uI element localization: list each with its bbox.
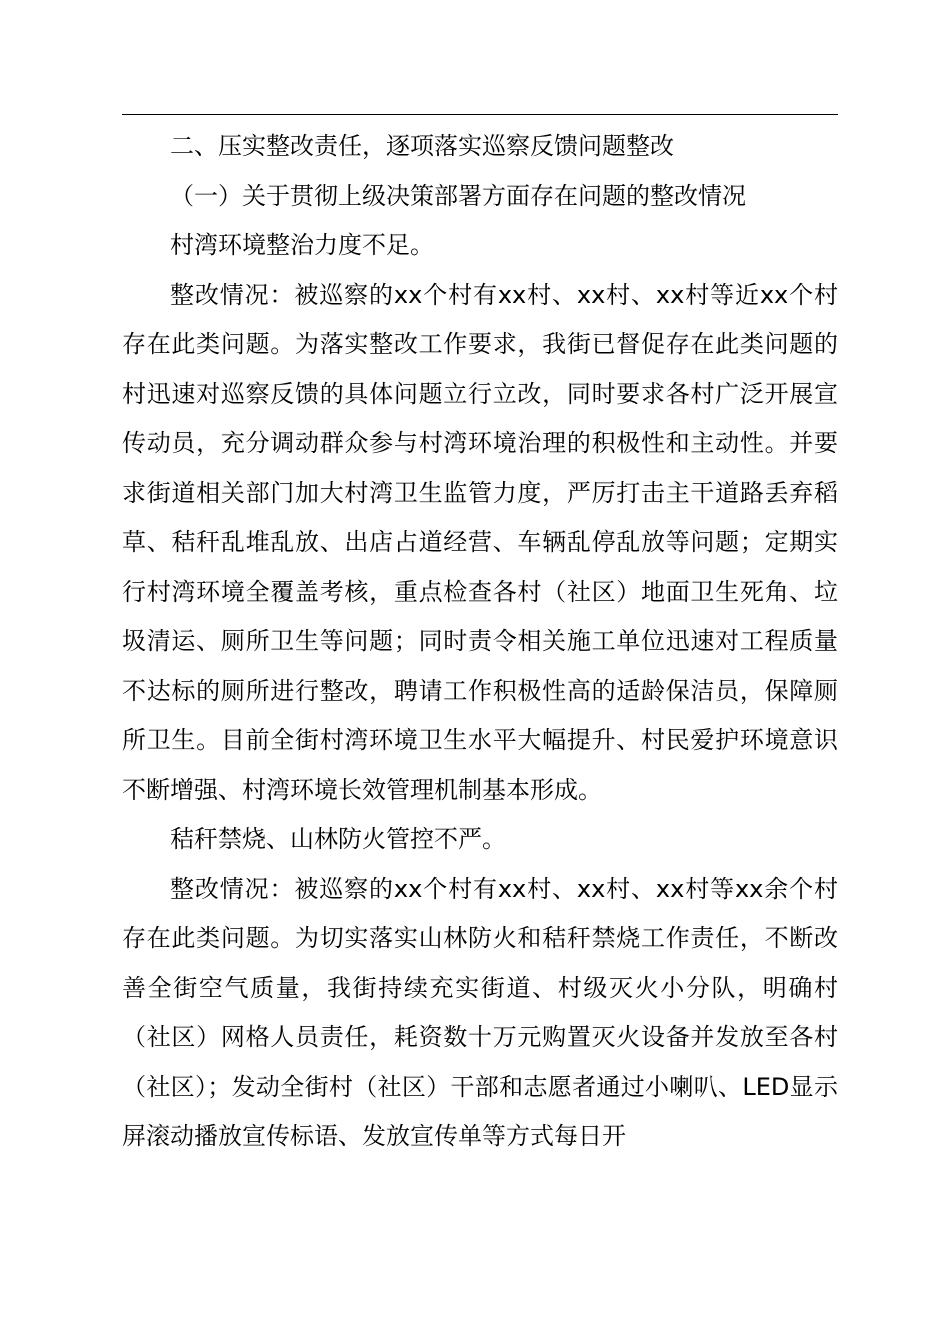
- rectification-paragraph: 整改情况：被巡察的xx个村有xx村、xx村、xx村等xx余个村存在此类问题。为切实落实山林防火和秸秆禁烧工作责任，不断改善全街空气质量，我街持续充实街道、村级灭火小分队，明确村（社区）网格人员责任，耗资数十万元购置灭火设备并发放至各村（社区）；发动全街村（社区）干部和志愿者通过小喇叭、LED显示屏滚动播放宣传标语、发放宣传单等方式每日开: [122, 874, 838, 1150]
- document-body: [122, 122, 838, 1162]
- section-heading: 二、压实整改责任，逐项落实巡察反馈问题整改: [170, 132, 674, 160]
- subsection-heading: （一）关于贯彻上级决策部署方面存在问题的整改情况: [170, 181, 746, 210]
- issue-title: 秸秆禁烧、山林防火管控不严。: [170, 825, 506, 853]
- rectification-paragraph: 整改情况：被巡察的xx个村有xx村、xx村、xx村等近xx个村存在此类问题。为落实整改工作要求，我街已督促存在此类问题的村迅速对巡察反馈的具体问题立行立改，同时要求各村广泛开展宣传动员，充分调动群众参与村湾环境治理的积极性和主动性。并要求街道相关部门加大村湾卫生监管力度，严厉打击主干道路丢弃稻草、秸秆乱堆乱放、出店占道经营、车辆乱停乱放等问题；定期实行村湾环境全覆盖考核，重点检查各村（社区）地面卫生死角、垃圾清运、厕所卫生等问题；同时责令相关施工单位迅速对工程质量不达标的厕所进行整改，聘请工作积极性高的适龄保洁员，保障厕所卫生。目前全街村湾环境卫生水平大幅提升、村民爱护环境意识不断增强、村湾环境长效管理机制基本形成。: [122, 280, 838, 804]
- issue-title: 村湾环境整治力度不足。: [170, 231, 434, 259]
- header-rule: [122, 114, 838, 115]
